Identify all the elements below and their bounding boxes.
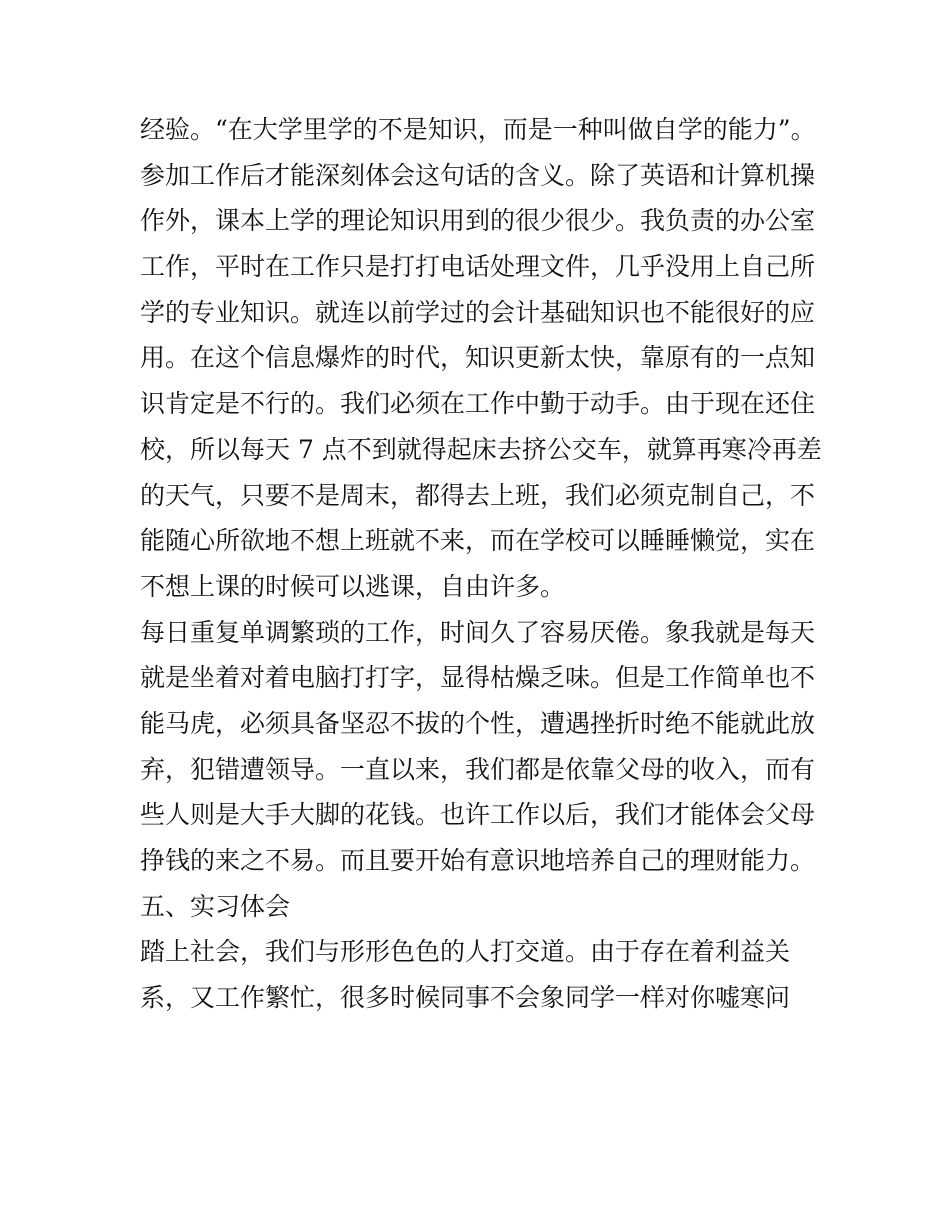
text-line: 参加工作后才能深刻体会这句话的含义。除了英语和计算机操	[140, 160, 816, 190]
text-line: 些人则是大手大脚的花钱。也许工作以后，我们才能体会父母	[140, 800, 816, 830]
text-line: 踏上社会，我们与形形色色的人打交道。由于存在着利益关	[140, 937, 791, 967]
text-line: 能马虎，必须具备坚忍不拔的个性，遭遇挫折时绝不能就此放	[140, 708, 816, 738]
text-line: 经验。“在大学里学的不是知识，而是一种叫做自学的能力”。	[140, 115, 816, 144]
text-line: 弃，犯错遭领导。一直以来，我们都是依靠父母的收入，而有	[140, 754, 816, 784]
text-line: 识肯定是不行的。我们必须在工作中勤于动手。由于现在还住	[140, 389, 816, 419]
body-text	[140, 107, 820, 1021]
text-line: 校，所以每天 7 点不到就得起床去挤公交车，就算再寒冷再差	[140, 434, 822, 464]
text-line: 的天气，只要不是周末，都得去上班，我们必须克制自己，不	[140, 480, 816, 510]
text-line: 挣钱的来之不易。而且要开始有意识地培养自己的理财能力。	[140, 846, 816, 875]
text-line: 工作，平时在工作只是打打电话处理文件，几乎没用上自己所	[140, 252, 816, 282]
text-line: 作外，课本上学的理论知识用到的很少很少。我负责的办公室	[140, 206, 816, 236]
text-line: 就是坐着对着电脑打打字，显得枯燥乏味。但是工作简单也不	[140, 663, 816, 693]
text-line: 学的专业知识。就连以前学过的会计基础知识也不能很好的应	[140, 297, 816, 327]
text-line: 能随心所欲地不想上班就不来，而在学校可以睡睡懒觉，实在	[140, 526, 816, 556]
text-line: 每日重复单调繁琐的工作，时间久了容易厌倦。象我就是每天	[140, 617, 816, 647]
text-line: 用。在这个信息爆炸的时代，知识更新太快，靠原有的一点知	[140, 343, 816, 373]
section-heading: 五、实习体会	[140, 891, 291, 921]
text-line: 不想上课的时候可以逃课，自由许多。	[140, 571, 566, 601]
text-line: 系，又工作繁忙，很多时候同事不会象同学一样对你嘘寒问	[140, 983, 791, 1013]
